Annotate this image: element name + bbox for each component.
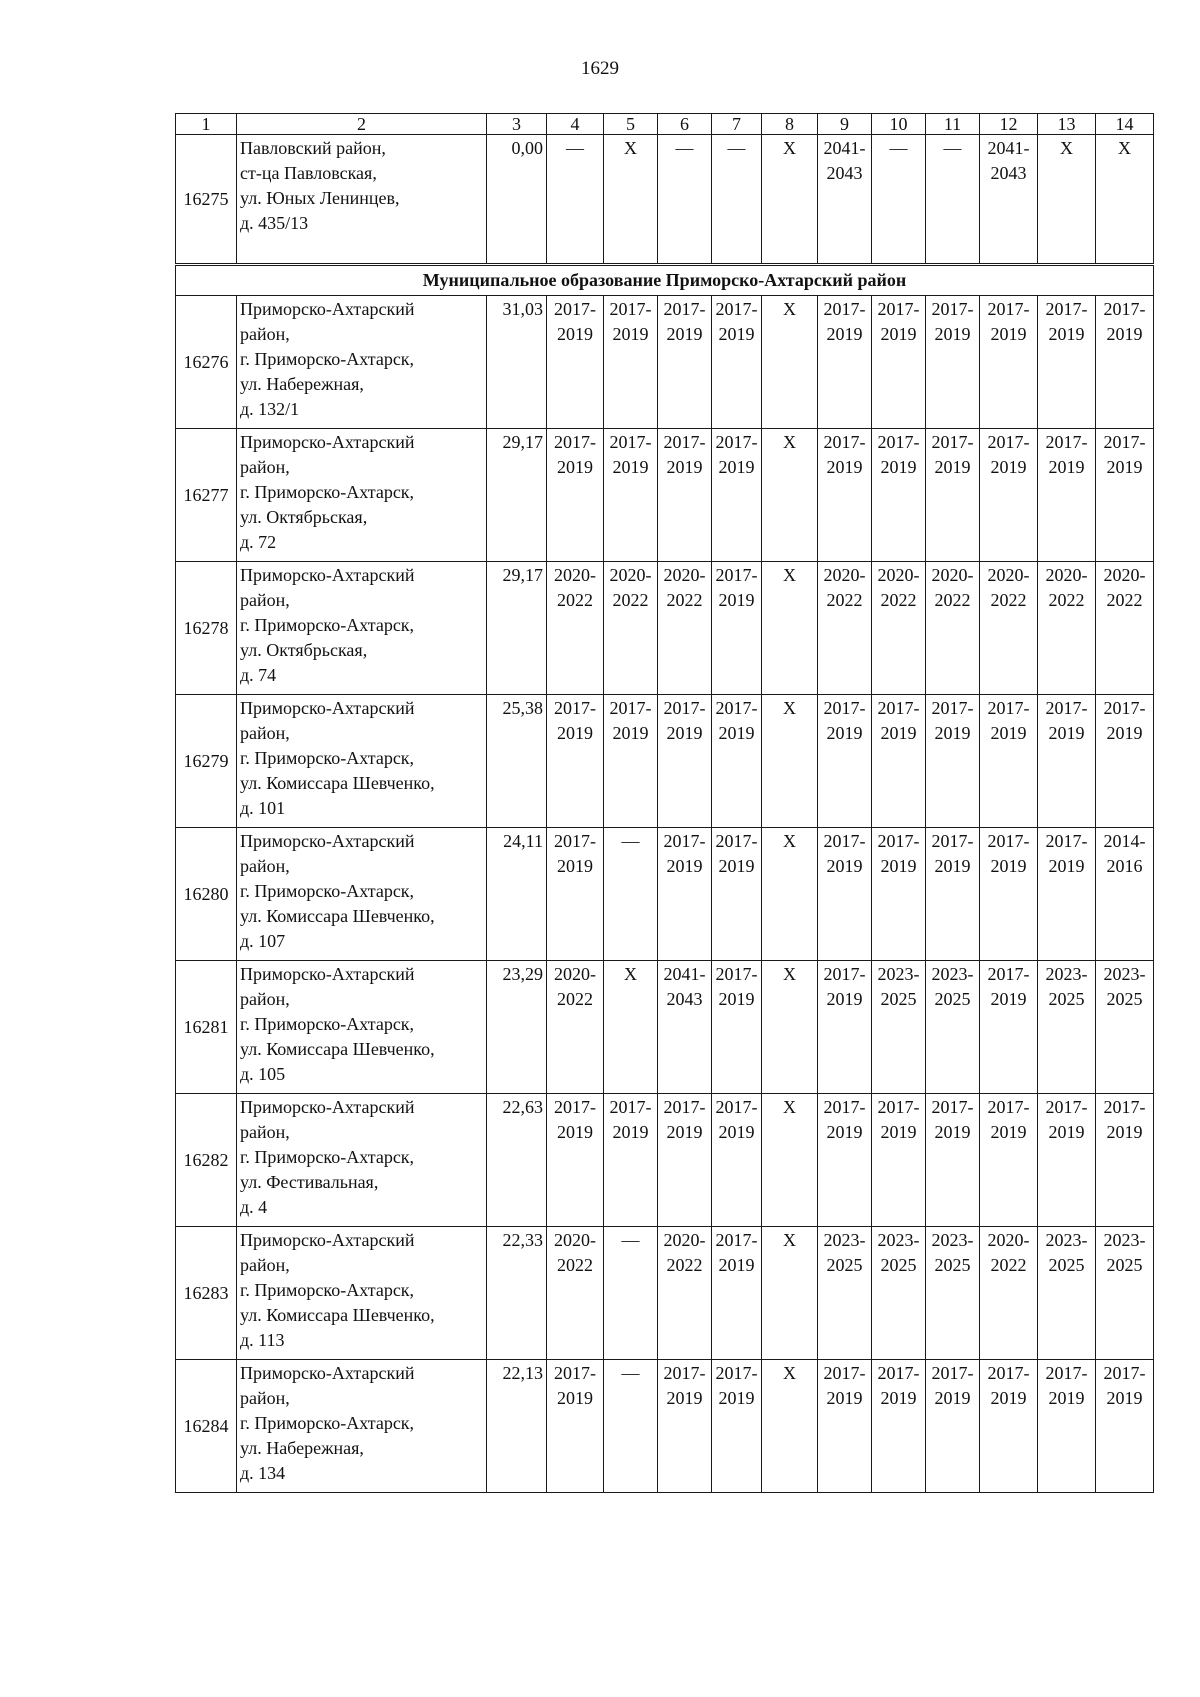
address-line: ул. Набережная, (240, 374, 364, 394)
period-cell: 2017- 2019 (926, 429, 980, 562)
period-cell: 2017- 2019 (980, 828, 1038, 961)
address-line: г. Приморско-Ахтарск, (240, 1413, 415, 1433)
period-cell: 2023- 2025 (1038, 1227, 1096, 1360)
period-cell: 2017- 2019 (658, 1094, 712, 1227)
period-cell: 2017- 2019 (980, 1094, 1038, 1227)
period-cell: 2023- 2025 (872, 961, 926, 1094)
period-cell: 2017- 2019 (1038, 1094, 1096, 1227)
period-cell: 2017- 2019 (980, 961, 1038, 1094)
period-cell: 2020- 2022 (658, 562, 712, 695)
address-line: район, (240, 590, 290, 610)
address-line: Приморско-Ахтарский (240, 831, 415, 851)
table-row (176, 135, 1154, 265)
address-cell (237, 135, 487, 265)
table-row (176, 1227, 1154, 1360)
address-line: д. 132/1 (240, 399, 300, 419)
period-cell: 2041- 2043 (818, 135, 872, 265)
column-number-cell: 12 (980, 114, 1038, 135)
address-cell (237, 828, 487, 961)
period-cell: 2017- 2019 (980, 296, 1038, 429)
area-cell: 31,03 (487, 296, 547, 429)
period-cell: 2017- 2019 (818, 296, 872, 429)
period-cell: X (762, 429, 818, 562)
area-cell: 22,13 (487, 1360, 547, 1493)
period-cell: 2020- 2022 (547, 961, 604, 1094)
record-id-cell: 16279 (176, 695, 237, 828)
table-body (176, 114, 1154, 1493)
address-line: г. Приморско-Ахтарск, (240, 1147, 415, 1167)
address-cell (237, 296, 487, 429)
address-line: ст-ца Павловская, (240, 163, 377, 183)
table-row (176, 828, 1154, 961)
period-cell: 2017- 2019 (818, 828, 872, 961)
period-cell: 2017- 2019 (547, 828, 604, 961)
address-line: д. 435/13 (240, 213, 309, 233)
column-number-cell: 10 (872, 114, 926, 135)
period-cell: 2017- 2019 (1096, 429, 1154, 562)
period-cell: 2041- 2043 (980, 135, 1038, 265)
address-line: Приморско-Ахтарский (240, 1230, 415, 1250)
address-line: район, (240, 1122, 290, 1142)
address-line: д. 74 (240, 665, 277, 685)
period-cell: 2017- 2019 (547, 296, 604, 429)
table-row (176, 1360, 1154, 1493)
period-cell: 2017- 2019 (658, 296, 712, 429)
period-cell: 2017- 2019 (872, 1094, 926, 1227)
address-line: район, (240, 1255, 290, 1275)
period-cell: 2017- 2019 (872, 695, 926, 828)
period-cell: 2014- 2016 (1096, 828, 1154, 961)
period-cell: 2020- 2022 (547, 1227, 604, 1360)
period-cell: 2017- 2019 (926, 695, 980, 828)
address-line: д. 72 (240, 532, 277, 552)
period-cell: 2017- 2019 (658, 429, 712, 562)
table-row (176, 296, 1154, 429)
period-cell: — (547, 135, 604, 265)
period-cell: 2017- 2019 (818, 1360, 872, 1493)
period-cell: 2017- 2019 (926, 1094, 980, 1227)
section-title: Муниципальное образование Приморско-Ахтарский район (176, 265, 1154, 296)
period-cell: — (926, 135, 980, 265)
address-line: д. 134 (240, 1463, 286, 1483)
address-line: Павловский район, (240, 138, 386, 158)
address-line: д. 107 (240, 931, 286, 951)
period-cell: 2017- 2019 (980, 429, 1038, 562)
area-cell: 22,63 (487, 1094, 547, 1227)
address-line: ул. Комиссара Шевченко, (240, 1039, 435, 1059)
record-id-cell: 16276 (176, 296, 237, 429)
address-cell (237, 695, 487, 828)
address-line: ул. Комиссара Шевченко, (240, 773, 435, 793)
period-cell: 2020- 2022 (926, 562, 980, 695)
period-cell: 2017- 2019 (712, 961, 762, 1094)
column-number-cell: 3 (487, 114, 547, 135)
section-header-row (176, 265, 1154, 296)
column-number-cell: 6 (658, 114, 712, 135)
record-id-cell: 16283 (176, 1227, 237, 1360)
address-line: район, (240, 989, 290, 1009)
period-cell: 2017- 2019 (712, 1094, 762, 1227)
period-cell: 2020- 2022 (658, 1227, 712, 1360)
address-line: ул. Юных Ленинцев, (240, 188, 400, 208)
area-cell: 29,17 (487, 429, 547, 562)
address-line: район, (240, 856, 290, 876)
period-cell: X (762, 296, 818, 429)
area-cell: 24,11 (487, 828, 547, 961)
address-line: д. 113 (240, 1330, 285, 1350)
period-cell: 2017- 2019 (1096, 296, 1154, 429)
address-line: Приморско-Ахтарский (240, 432, 415, 452)
period-cell: 2020- 2022 (604, 562, 658, 695)
column-number-cell: 8 (762, 114, 818, 135)
table-row (176, 1094, 1154, 1227)
period-cell: 2017- 2019 (712, 296, 762, 429)
period-cell: X (762, 562, 818, 695)
period-cell: X (762, 1360, 818, 1493)
period-cell: X (762, 135, 818, 265)
period-cell: X (762, 1227, 818, 1360)
period-cell: — (872, 135, 926, 265)
area-cell: 0,00 (487, 135, 547, 265)
address-line: г. Приморско-Ахтарск, (240, 615, 415, 635)
table-row (176, 695, 1154, 828)
address-line: район, (240, 1388, 290, 1408)
period-cell: 2017- 2019 (712, 828, 762, 961)
period-cell: 2017- 2019 (547, 1360, 604, 1493)
period-cell: 2020- 2022 (1096, 562, 1154, 695)
period-cell: 2017- 2019 (1038, 429, 1096, 562)
period-cell: 2017- 2019 (1038, 296, 1096, 429)
period-cell: 2020- 2022 (1038, 562, 1096, 695)
period-cell: 2017- 2019 (926, 828, 980, 961)
address-line: Приморско-Ахтарский (240, 1363, 415, 1383)
period-cell: 2017- 2019 (1038, 1360, 1096, 1493)
period-cell: 2017- 2019 (980, 1360, 1038, 1493)
period-cell: 2041- 2043 (658, 961, 712, 1094)
address-line: д. 4 (240, 1197, 268, 1217)
column-number-cell: 14 (1096, 114, 1154, 135)
period-cell: 2023- 2025 (926, 1227, 980, 1360)
table-row (176, 562, 1154, 695)
address-line: район, (240, 324, 290, 344)
area-cell: 29,17 (487, 562, 547, 695)
period-cell: — (658, 135, 712, 265)
period-cell: 2017- 2019 (712, 695, 762, 828)
period-cell: 2023- 2025 (818, 1227, 872, 1360)
period-cell: 2017- 2019 (1038, 828, 1096, 961)
period-cell: 2020- 2022 (980, 1227, 1038, 1360)
period-cell: 2020- 2022 (547, 562, 604, 695)
address-line: Приморско-Ахтарский (240, 1097, 415, 1117)
address-cell (237, 562, 487, 695)
address-line: ул. Комиссара Шевченко, (240, 1305, 435, 1325)
address-line: г. Приморско-Ахтарск, (240, 349, 415, 369)
period-cell: 2017- 2019 (658, 695, 712, 828)
period-cell: 2017- 2019 (818, 695, 872, 828)
period-cell: — (604, 1227, 658, 1360)
record-id-cell: 16275 (176, 135, 237, 265)
address-line: Приморско-Ахтарский (240, 299, 415, 319)
period-cell: — (604, 1360, 658, 1493)
period-cell: X (604, 135, 658, 265)
address-cell (237, 1360, 487, 1493)
column-number-cell: 5 (604, 114, 658, 135)
period-cell: — (712, 135, 762, 265)
address-line: д. 105 (240, 1064, 286, 1084)
period-cell: 2017- 2019 (547, 695, 604, 828)
area-cell: 22,33 (487, 1227, 547, 1360)
period-cell: 2017- 2019 (604, 296, 658, 429)
period-cell: X (762, 828, 818, 961)
period-cell: 2023- 2025 (1038, 961, 1096, 1094)
period-cell: 2017- 2019 (872, 828, 926, 961)
period-cell: 2017- 2019 (872, 296, 926, 429)
address-line: г. Приморско-Ахтарск, (240, 881, 415, 901)
period-cell: 2020- 2022 (818, 562, 872, 695)
area-cell: 25,38 (487, 695, 547, 828)
column-number-cell: 11 (926, 114, 980, 135)
period-cell: 2023- 2025 (872, 1227, 926, 1360)
period-cell: 2017- 2019 (658, 1360, 712, 1493)
address-line: г. Приморско-Ахтарск, (240, 748, 415, 768)
address-line: ул. Октябрьская, (240, 640, 368, 660)
period-cell: 2017- 2019 (1096, 1360, 1154, 1493)
record-id-cell: 16284 (176, 1360, 237, 1493)
column-number-cell: 13 (1038, 114, 1096, 135)
address-line: д. 101 (240, 798, 286, 818)
period-cell: 2017- 2019 (872, 429, 926, 562)
period-cell: 2017- 2019 (547, 1094, 604, 1227)
period-cell: 2017- 2019 (604, 1094, 658, 1227)
period-cell: — (604, 828, 658, 961)
period-cell: 2023- 2025 (1096, 961, 1154, 1094)
address-line: ул. Фестивальная, (240, 1172, 379, 1192)
period-cell: 2020- 2022 (980, 562, 1038, 695)
address-line: Приморско-Ахтарский (240, 565, 415, 585)
period-cell: 2017- 2019 (1096, 695, 1154, 828)
column-number-row (176, 114, 1154, 135)
table-row (176, 961, 1154, 1094)
period-cell: 2017- 2019 (926, 296, 980, 429)
period-cell: X (762, 695, 818, 828)
period-cell: X (1096, 135, 1154, 265)
address-cell (237, 1094, 487, 1227)
address-cell (237, 961, 487, 1094)
address-line: г. Приморско-Ахтарск, (240, 482, 415, 502)
address-line: Приморско-Ахтарский (240, 964, 415, 984)
record-id-cell: 16281 (176, 961, 237, 1094)
record-id-cell: 16278 (176, 562, 237, 695)
period-cell: 2017- 2019 (818, 1094, 872, 1227)
area-cell: 23,29 (487, 961, 547, 1094)
page-number: 1629 (581, 58, 619, 79)
period-cell: 2017- 2019 (980, 695, 1038, 828)
period-cell: 2017- 2019 (872, 1360, 926, 1493)
address-cell (237, 429, 487, 562)
period-cell: 2017- 2019 (604, 695, 658, 828)
record-id-cell: 16282 (176, 1094, 237, 1227)
address-line: г. Приморско-Ахтарск, (240, 1280, 415, 1300)
column-number-cell: 1 (176, 114, 237, 135)
period-cell: 2017- 2019 (712, 562, 762, 695)
period-cell: 2017- 2019 (712, 1227, 762, 1360)
period-cell: 2017- 2019 (926, 1360, 980, 1493)
period-cell: 2020- 2022 (872, 562, 926, 695)
address-line: ул. Октябрьская, (240, 507, 368, 527)
column-number-cell: 7 (712, 114, 762, 135)
period-cell: 2017- 2019 (818, 429, 872, 562)
column-number-cell: 2 (237, 114, 487, 135)
address-line: ул. Комиссара Шевченко, (240, 906, 435, 926)
period-cell: X (1038, 135, 1096, 265)
period-cell: 2017- 2019 (1038, 695, 1096, 828)
period-cell: 2017- 2019 (712, 429, 762, 562)
table-row (176, 429, 1154, 562)
column-number-cell: 4 (547, 114, 604, 135)
address-cell (237, 1227, 487, 1360)
period-cell: 2017- 2019 (818, 961, 872, 1094)
address-line: район, (240, 723, 290, 743)
period-cell: X (762, 961, 818, 1094)
period-cell: 2017- 2019 (547, 429, 604, 562)
address-line: г. Приморско-Ахтарск, (240, 1014, 415, 1034)
period-cell: 2023- 2025 (1096, 1227, 1154, 1360)
address-line: район, (240, 457, 290, 477)
period-cell: 2023- 2025 (926, 961, 980, 1094)
address-line: ул. Набережная, (240, 1438, 364, 1458)
period-cell: 2017- 2019 (658, 828, 712, 961)
column-number-cell: 9 (818, 114, 872, 135)
period-cell: X (762, 1094, 818, 1227)
period-cell: 2017- 2019 (1096, 1094, 1154, 1227)
record-id-cell: 16280 (176, 828, 237, 961)
record-id-cell: 16277 (176, 429, 237, 562)
period-cell: 2017- 2019 (712, 1360, 762, 1493)
address-line: Приморско-Ахтарский (240, 698, 415, 718)
period-cell: 2017- 2019 (604, 429, 658, 562)
registry-table (175, 113, 1154, 1493)
period-cell: X (604, 961, 658, 1094)
